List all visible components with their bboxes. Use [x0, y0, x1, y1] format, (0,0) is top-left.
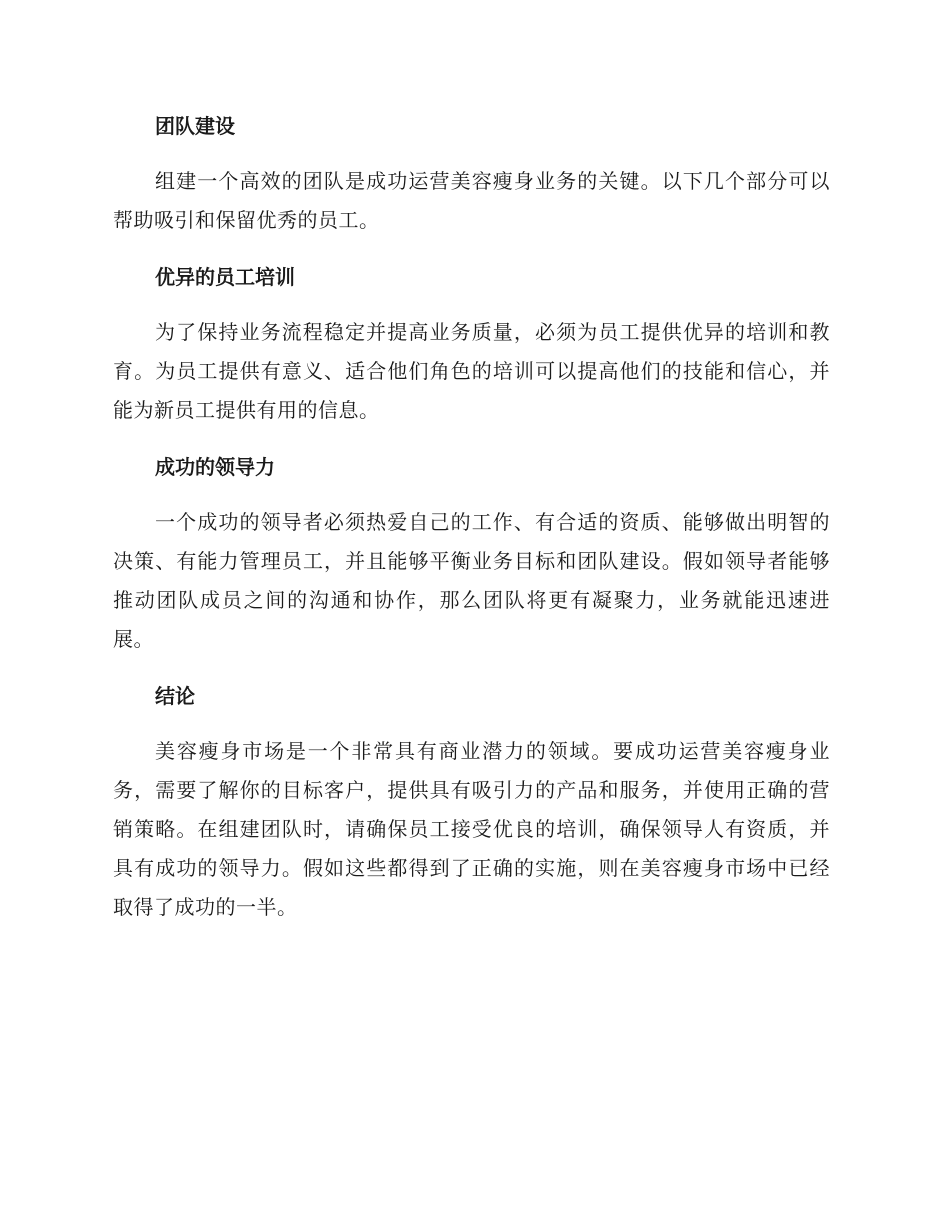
section-heading-leadership: 成功的领导力 — [155, 455, 275, 479]
section-paragraph-team-building: 组建一个高效的团队是成功运营美容瘦身业务的关键。以下几个部分可以帮助吸引和保留优秀的员工。 — [113, 169, 830, 232]
section-heading-staff-training: 优异的员工培训 — [155, 265, 295, 289]
section-paragraph-conclusion: 美容瘦身市场是一个非常具有商业潜力的领域。要成功运营美容瘦身业务，需要了解你的目标客户，提供具有吸引力的产品和服务，并使用正确的营销策略。在组建团队时，请确保员工接受优良的培训，确保领导人有资质，并具有成功的领导力。假如这些都得到了正确的实施，则在美容瘦身市场中已经取得了成功的一半。 — [113, 739, 830, 919]
section-heading-conclusion: 结论 — [155, 684, 195, 708]
section-heading-team-building: 团队建设 — [155, 114, 235, 138]
section-paragraph-staff-training: 为了保持业务流程稳定并提高业务质量，必须为员工提供优异的培训和教育。为员工提供有意义、适合他们角色的培训可以提高他们的技能和信心，并能为新员工提供有用的信息。 — [113, 320, 830, 422]
document-page — [113, 106, 830, 927]
section-paragraph-leadership: 一个成功的领导者必须热爱自己的工作、有合适的资质、能够做出明智的决策、有能力管理员工，并且能够平衡业务目标和团队建设。假如领导者能够推动团队成员之间的沟通和协作，那么团队将更有凝聚力，业务就能迅速进展。 — [113, 510, 830, 651]
